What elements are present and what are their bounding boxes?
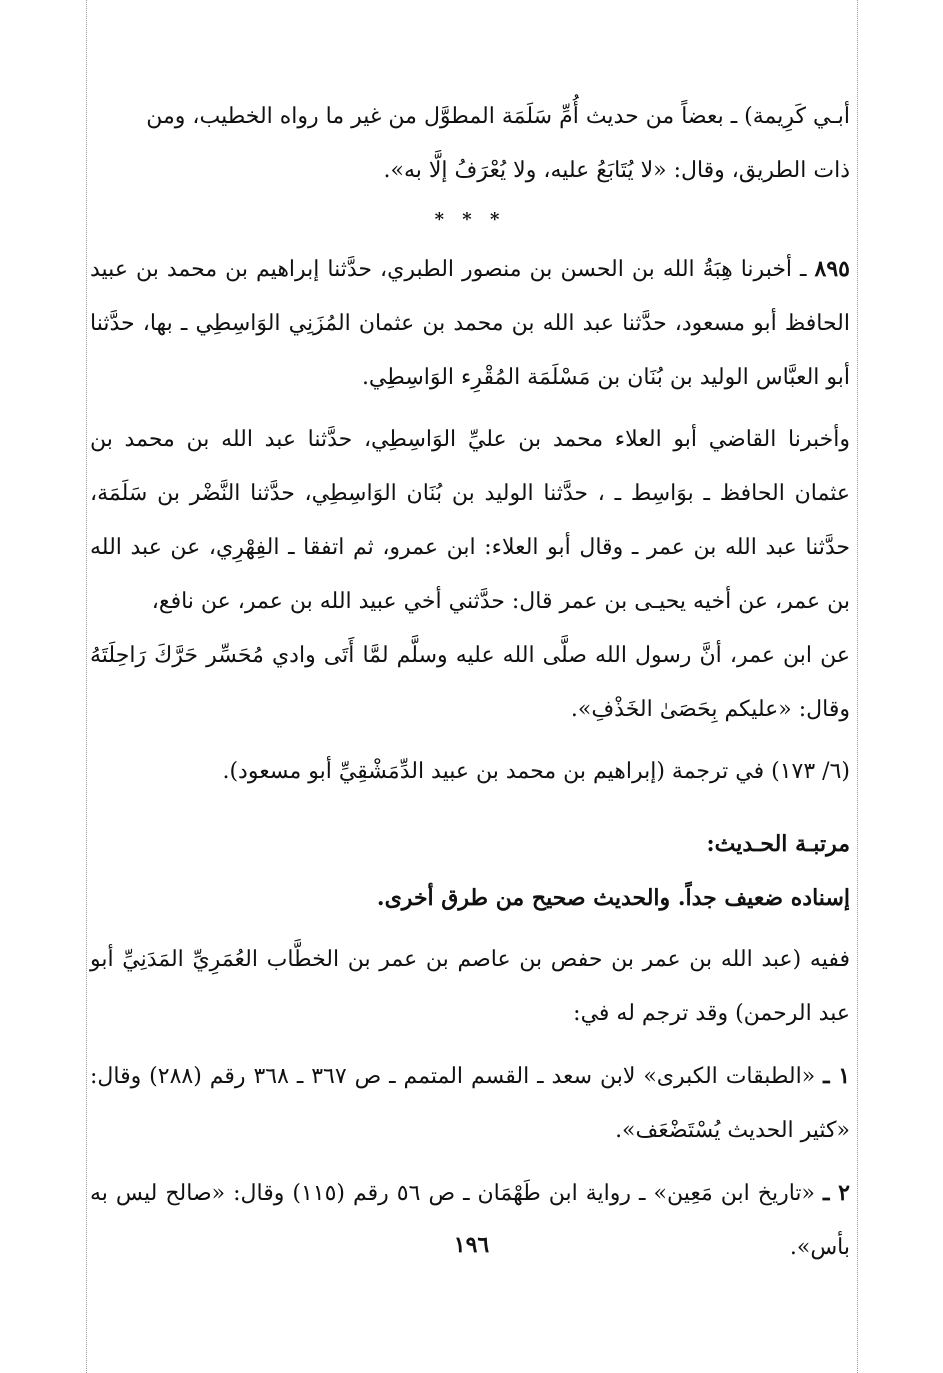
page-content	[90, 90, 850, 1275]
narrator-paragraph: ففيه (عبد الله بن عمر بن حفص بن عاصم بن عمر بن الخطَّاب العُمَرِيِّ المَدَنِيِّ أبو عبد الرحمن) وقد ترجم له في:	[90, 947, 850, 1026]
page-edge-right	[857, 0, 858, 1373]
reference-item-1	[90, 1049, 850, 1158]
page-number: ١٩٦	[453, 1232, 490, 1258]
hadith-paragraph-2: وأخبرنا القاضي أبو العلاء محمد بن عليِّ الوَاسِطِي، حدَّثنا عبد الله بن محمد بن عثمان الحافظ ـ بوَاسِط ـ ، حدَّثنا الوليد بن بُنَان الوَاسِطِي، حدَّثنا النَّضْر بن سَلَمَة، حدَّثنا عبد الله بن عمر ـ وقال أبو العلاء: ابن عمرو، ثم اتفقا ـ الفِهْرِي، عن عبد الله بن عمر، عن أخيه يحيـى بن عمر قال: حدَّثني أخي عبيد الله بن عمر، عن نافع،	[90, 427, 850, 614]
continuation-line-1: أبـي كَرِيمة) ـ بعضاً من حديث أُمِّ سَلَمَة المطوَّل من غير ما رواه الخطيب، ومن	[146, 104, 850, 129]
reference-text-1: «الطبقات الكبرى» لابن سعد ـ القسم المتمم ـ ص ٣٦٧ ـ ٣٦٨ رقم (٢٨٨) وقال: «كثير الحديث يُسْتَضْعَف».	[90, 1064, 850, 1143]
hadith-text-1: ـ أخبرنا هِبَةُ الله بن الحسن بن منصور الطبري، حدَّثنا إبراهيم بن محمد بن عبيد الحافظ أبو مسعود، حدَّثنا عبد الله بن محمد بن عثمان المُزَنِي الوَاسِطِي ـ بها، حدَّثنا أبو العبَّاس الوليد بن بُنَان بن مَسْلَمَة المُقْرِء الوَاسِطِي.	[90, 257, 850, 390]
continuation-line-2: ذات الطريق، وقال: «لا يُتَابَعُ عليه، ولا يُعْرَفُ إلَّا به».	[383, 158, 850, 183]
reference-text-2: «تاريخ ابن مَعِين» ـ رواية ابن طَهْمَان ـ ص ٥٦ رقم (١١٥) وقال: «صالح ليس به بأس».	[90, 1181, 850, 1260]
page-edge-left	[86, 0, 87, 1373]
reference-item-2	[90, 1166, 850, 1275]
rank-heading: مرتبـة الحـديث:	[706, 831, 850, 857]
section-separator: * * *	[434, 209, 506, 230]
hadith-paragraph-1	[90, 242, 850, 405]
reference-number-1: ١ ـ	[823, 1063, 851, 1089]
hadith-paragraph-3: عن ابن عمر، أنَّ رسول الله صلَّى الله عليه وسلَّم لمَّا أَتَى وادي مُحَسِّر حَرَّكَ رَاحِلَتَهُ وقال: «عليكم بِحَصَىٰ الخَذْفِ».	[90, 643, 850, 722]
rank-text: إسناده ضعيف جداً. والحديث صحيح من طرق أخرى.	[376, 885, 850, 911]
reference-number-2: ٢ ـ	[823, 1180, 850, 1206]
source-reference: (٦/ ١٧٣) في ترجمة (إبراهيم بن محمد بن عبيد الدِّمَشْقِيِّ أبو مسعود).	[222, 759, 850, 784]
hadith-number: ٨٩٥	[814, 256, 850, 282]
